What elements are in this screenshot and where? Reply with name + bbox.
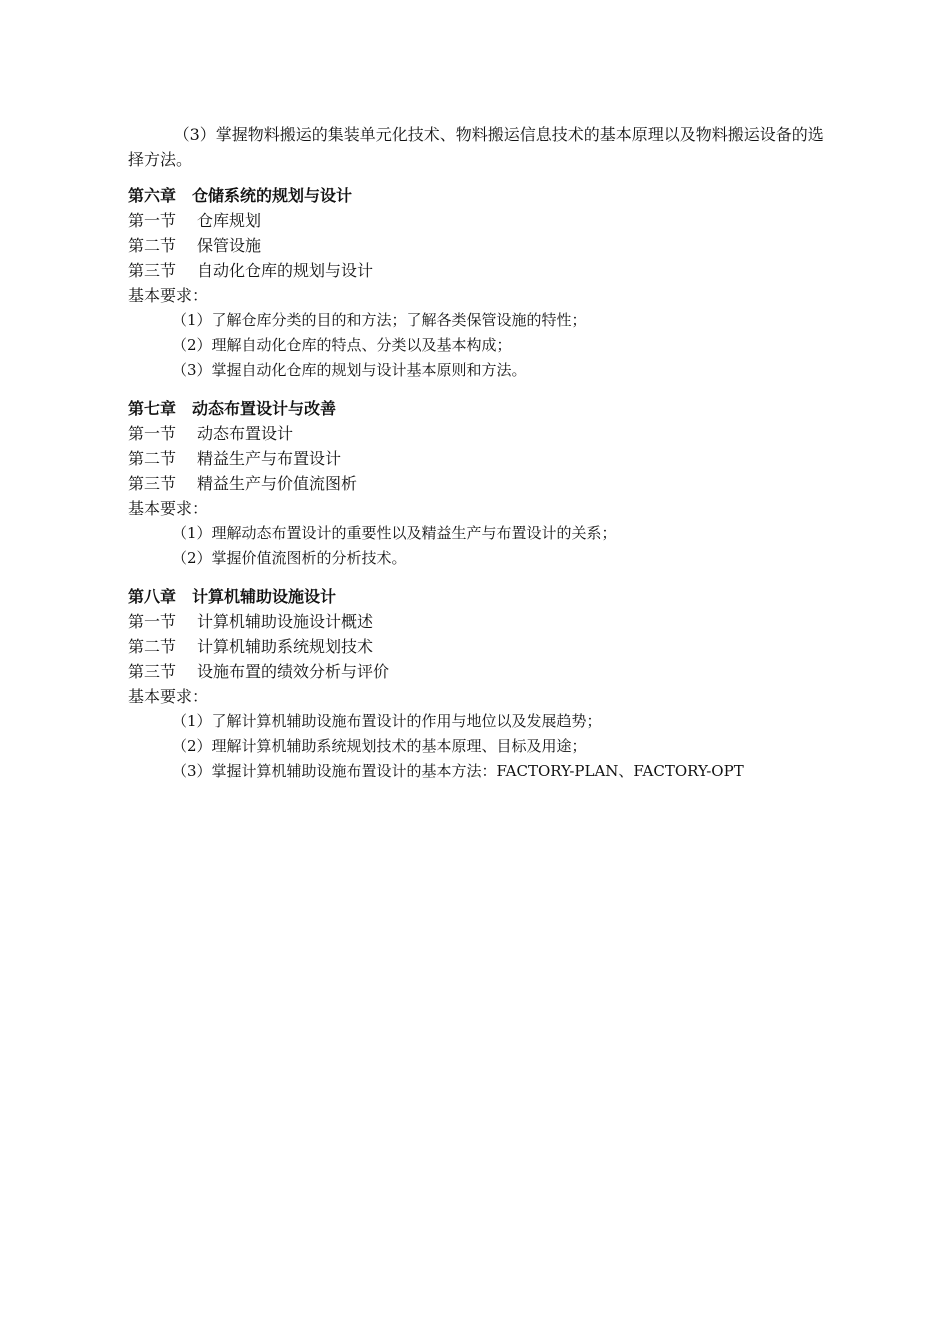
document-page	[128, 122, 828, 784]
requirement-item: （1）了解仓库分类的目的和方法；了解各类保管设施的特性；	[172, 311, 587, 329]
section-name: 精益生产与布置设计	[197, 449, 342, 468]
requirements-label: 基本要求：	[128, 286, 209, 305]
section-name: 保管设施	[197, 236, 262, 255]
section-number: 第一节	[128, 424, 177, 443]
chapter-8	[128, 584, 828, 784]
section-item	[128, 659, 828, 684]
section-name: 计算机辅助设施设计概述	[197, 612, 374, 631]
section-item	[128, 609, 828, 634]
requirement-item: （2）掌握价值流图析的分析技术。	[172, 549, 407, 567]
chapter-title: 第八章 计算机辅助设施设计	[128, 587, 337, 606]
section-number: 第二节	[128, 236, 177, 255]
section-item	[128, 421, 828, 446]
section-name: 仓库规划	[197, 211, 262, 230]
section-name: 动态布置设计	[197, 424, 294, 443]
section-number: 第一节	[128, 211, 177, 230]
requirements-label: 基本要求：	[128, 687, 209, 706]
section-name: 精益生产与价值流图析	[197, 474, 358, 493]
chapter-title: 第七章 动态布置设计与改善	[128, 399, 337, 418]
chapter-7	[128, 396, 828, 571]
section-number: 第一节	[128, 612, 177, 631]
section-item	[128, 233, 828, 258]
section-number: 第二节	[128, 637, 177, 656]
requirement-item: （1）了解计算机辅助设施布置设计的作用与地位以及发展趋势；	[172, 712, 602, 730]
section-item	[128, 258, 828, 283]
requirement-item: （3）掌握计算机辅助设施布置设计的基本方法：FACTORY-PLAN、FACTORY-OPT	[172, 762, 744, 780]
intro-requirement: （3）掌握物料搬运的集装单元化技术、物料搬运信息技术的基本原理以及物料搬运设备的选择方法。	[128, 125, 824, 169]
section-number: 第三节	[128, 261, 177, 280]
requirement-item: （1）理解动态布置设计的重要性以及精益生产与布置设计的关系；	[172, 524, 617, 542]
section-item	[128, 471, 828, 496]
chapter-title: 第六章 仓储系统的规划与设计	[128, 186, 353, 205]
chapter-6	[128, 183, 828, 383]
section-number: 第三节	[128, 662, 177, 681]
section-number: 第二节	[128, 449, 177, 468]
requirement-item: （2）理解计算机辅助系统规划技术的基本原理、目标及用途；	[172, 737, 587, 755]
section-item	[128, 208, 828, 233]
section-item	[128, 446, 828, 471]
requirement-item: （2）理解自动化仓库的特点、分类以及基本构成；	[172, 336, 512, 354]
section-name: 设施布置的绩效分析与评价	[197, 662, 390, 681]
section-item	[128, 634, 828, 659]
section-number: 第三节	[128, 474, 177, 493]
requirement-item: （3）掌握自动化仓库的规划与设计基本原则和方法。	[172, 361, 527, 379]
requirements-label: 基本要求：	[128, 499, 209, 518]
section-name: 计算机辅助系统规划技术	[197, 637, 374, 656]
section-name: 自动化仓库的规划与设计	[197, 261, 374, 280]
